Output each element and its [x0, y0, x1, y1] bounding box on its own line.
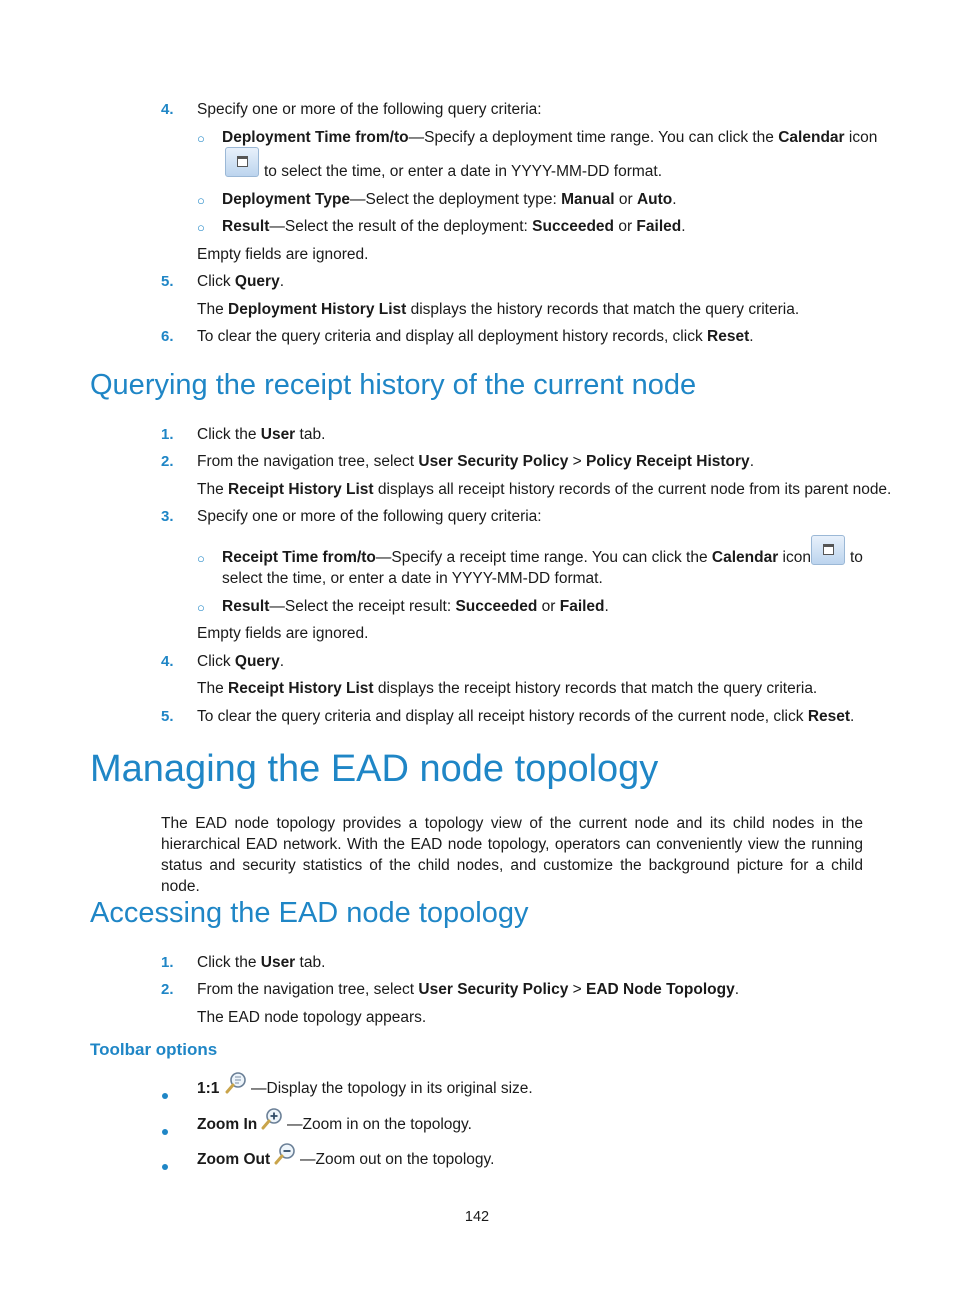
sub-bullet: ○: [197, 131, 205, 146]
sub-bullet: ○: [197, 551, 205, 566]
step-number: 1.: [161, 426, 174, 443]
criterion-text: to: [850, 549, 863, 566]
step-note: The EAD node topology appears.: [197, 1009, 427, 1026]
step-number: 4.: [161, 101, 174, 118]
bullet: [162, 1164, 168, 1170]
criterion-text: select the time, or enter a date in YYYY-MM-DD format.: [222, 570, 603, 587]
criterion-deployment-type: Deployment Type—Select the deployment type: Manual or Auto.: [222, 191, 677, 208]
zoom-out-icon: [274, 1141, 298, 1165]
step-number: 5.: [161, 273, 174, 290]
sub-bullet: ○: [197, 193, 205, 208]
bullet: [162, 1129, 168, 1135]
step-number: 2.: [161, 981, 174, 998]
step-number: 5.: [161, 708, 174, 725]
toolbar-option-text: —Display the topology in its original size.: [251, 1080, 533, 1097]
criterion-deployment-time: Deployment Time from/to—Specify a deployment time range. You can click the Calendar icon: [222, 129, 878, 146]
criterion-result: Result—Select the receipt result: Succeeded or Failed.: [222, 598, 609, 615]
step-note: The Deployment History List displays the history records that match the query criteria.: [197, 301, 800, 318]
toolbar-option-label: Zoom Out: [197, 1151, 271, 1168]
toolbar-option-label: 1:1: [197, 1080, 220, 1097]
step-number: 1.: [161, 954, 174, 971]
magnifier-fit-icon: [225, 1070, 249, 1094]
step-note: The Receipt History List displays the receipt history records that match the query criteria.: [197, 680, 818, 697]
chapter-heading: Managing the EAD node topology: [90, 748, 659, 790]
intro-paragraph: The EAD node topology provides a topology view of the current node and its child nodes in the hierarchical EAD network. With the EAD node topology, operators can conveniently view the running status and security statistics of the child nodes, and customize the background picture for a child node.: [161, 815, 863, 895]
step-number: 4.: [161, 653, 174, 670]
step-note: The Receipt History List displays all receipt history records of the current node from its parent node.: [197, 481, 892, 498]
step-text: From the navigation tree, select User Security Policy > EAD Node Topology.: [197, 981, 740, 998]
step-text: Click Query.: [197, 653, 285, 670]
calendar-icon: [811, 535, 845, 565]
toolbar-option-text: —Zoom out on the topology.: [300, 1151, 495, 1168]
sub-bullet: ○: [197, 220, 205, 235]
note: Empty fields are ignored.: [197, 625, 369, 642]
toolbar-option-label: Zoom In: [197, 1116, 258, 1133]
toolbar-option-text: —Zoom in on the topology.: [287, 1116, 472, 1133]
criterion-receipt-time: Receipt Time from/to—Specify a receipt time range. You can click the Calendar icon: [222, 549, 811, 566]
step-text: From the navigation tree, select User Security Policy > Policy Receipt History.: [197, 453, 754, 470]
step-number: 2.: [161, 453, 174, 470]
step-number: 3.: [161, 508, 174, 525]
bullet: [162, 1093, 168, 1099]
step-text: Specify one or more of the following query criteria:: [197, 508, 542, 525]
subsection-heading: Toolbar options: [90, 1040, 218, 1059]
section-heading: Accessing the EAD node topology: [90, 897, 529, 929]
step-text: Click the User tab.: [197, 954, 326, 971]
calendar-icon: [225, 147, 259, 177]
step-text: Click the User tab.: [197, 426, 326, 443]
sub-bullet: ○: [197, 600, 205, 615]
page-number: 142: [464, 1209, 490, 1225]
criterion-result: Result—Select the result of the deployment: Succeeded or Failed.: [222, 218, 686, 235]
step-text: To clear the query criteria and display all deployment history records, click Reset.: [197, 328, 754, 345]
note: Empty fields are ignored.: [197, 246, 369, 263]
step-text: Click Query.: [197, 273, 285, 290]
section-heading: Querying the receipt history of the current node: [90, 369, 697, 401]
step-number: 6.: [161, 328, 174, 345]
zoom-in-icon: [261, 1106, 285, 1130]
criterion-text: to select the time, or enter a date in YYYY-MM-DD format.: [264, 163, 662, 180]
step-text: Specify one or more of the following query criteria:: [197, 101, 542, 118]
step-text: To clear the query criteria and display all receipt history records of the current node, click Reset.: [197, 708, 855, 725]
